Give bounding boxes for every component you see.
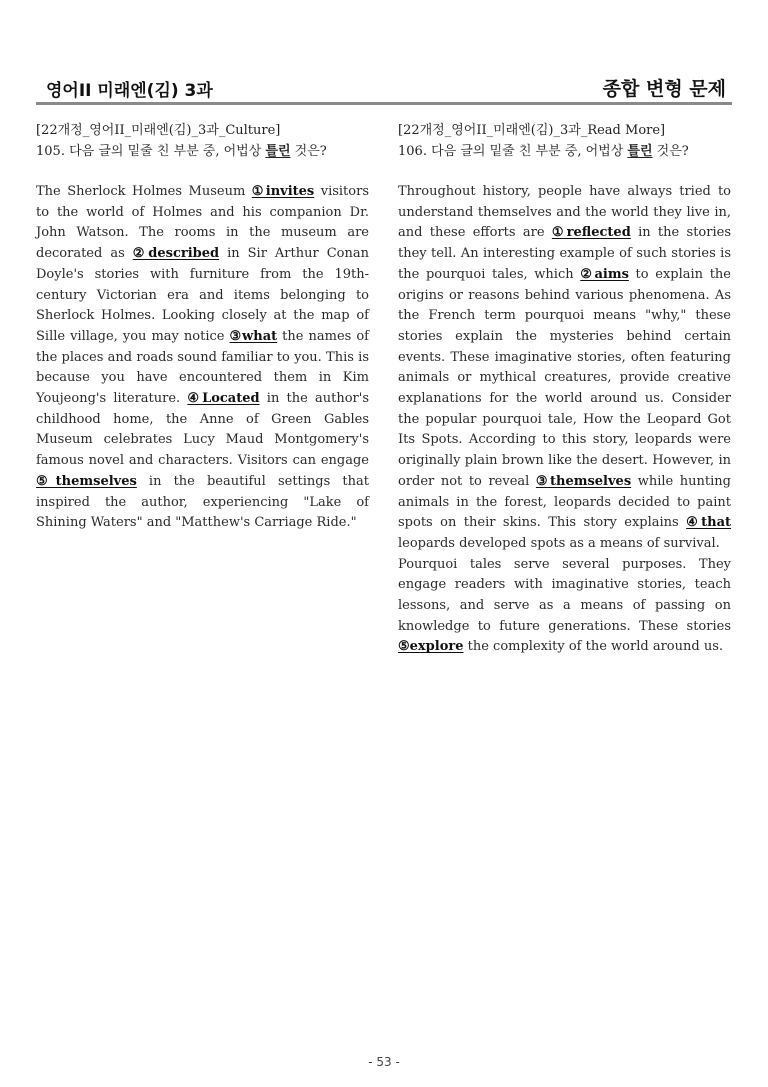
section-title: 종합 변형 문제	[602, 78, 726, 100]
passage-text: visitors to the world of Holmes and his companion Dr. John Watson. The rooms in the museum are decorated as	[36, 184, 369, 262]
question-prompt	[36, 141, 369, 162]
prompt-ending: 것은?	[652, 144, 689, 159]
passage-text: in Sir Arthur Conan Doyle's stories with furniture from the 19th-century Victorian era and items belonging to Sherlock Holmes. Looking closely at the map of Sille village, you may notice	[36, 246, 369, 344]
question-source: [22개정_영어II_미래엔(김)_3과_Read More]	[398, 123, 666, 138]
passage-text: the names of the places and roads sound familiar to you. This is because you have encountered them in Kim Youjeong's literature.	[36, 328, 369, 407]
prompt-key-word: 틀린	[265, 144, 291, 159]
page-number: - 53 -	[368, 1055, 400, 1069]
underlined-choice: ③what	[229, 328, 278, 344]
underlined-choice: ④Located	[187, 391, 260, 407]
passage-text: Throughout history, people have always tried to understand themselves and the world they live in, and these efforts are	[398, 184, 731, 241]
passage-text: Pourquoi tales serve several purposes. They engage readers with imaginative stories, teach lessons, and serve as a means of passing on knowledge to future generations. These stories	[398, 556, 731, 634]
underlined-choice: ③themselves	[535, 473, 632, 489]
textbook-title: 영어II 미래엔(김) 3과	[46, 81, 213, 101]
prompt-key-word: 틀린	[627, 144, 653, 159]
underlined-choice: ①invites	[251, 184, 315, 199]
passage-text: in the beautiful settings that inspired the author, experiencing "Lake of Shining Waters" and "Matthew's Carriage Ride."	[36, 473, 369, 531]
underlined-choice: ②aims	[580, 266, 629, 282]
passage-text: to explain the origins or reasons behind various phenomena. As the French term pourquoi means "why," these stories explain the mysteries behind certain events. These imaginative stories, often featuring animals or mythical creatures, provide creative explanations for the world around us. Consider the popular pourquoi tale, How the Leopard Got Its Spots. According to this story, leopards were originally plain brown like the desert. However, in order not to reveal	[398, 266, 731, 489]
passage-text: The Sherlock Holmes Museum	[36, 184, 252, 199]
prompt-text: 106. 다음 글의 밑줄 친 부분 중, 어법상	[398, 144, 628, 159]
passage-text: leopards developed spots as a means of survival.	[398, 535, 720, 551]
prompt-text: 105. 다음 글의 밑줄 친 부분 중, 어법상	[36, 144, 266, 159]
page-header	[36, 72, 732, 105]
underlined-choice: ⑤themselves	[36, 473, 137, 489]
passage-text: while hunting animals in the forest, leopards decided to paint spots on their skins. This story explains	[398, 473, 731, 531]
question-source: [22개정_영어II_미래엔(김)_3과_Culture]	[36, 123, 281, 138]
underlined-choice: ④that	[686, 515, 732, 531]
prompt-ending: 것은?	[290, 144, 327, 159]
passage-paragraph	[398, 182, 731, 555]
passage-text: in the author's childhood home, the Anne of Green Gables Museum celebrates Lucy Maud Montgomery's famous novel and characters. Visitors can engage	[36, 391, 369, 469]
question-105	[36, 120, 369, 534]
underlined-choice: ②described	[132, 246, 220, 262]
question-106	[398, 120, 731, 658]
question-meta	[398, 120, 731, 162]
passage-text: in the stories they tell. An interesting example of such stories is the pourquoi tales, which	[398, 225, 731, 282]
passage	[398, 182, 731, 658]
passage-text: the complexity of the world around us.	[463, 639, 723, 655]
question-prompt	[398, 141, 731, 162]
question-meta	[36, 120, 369, 162]
underlined-choice: ①reflected	[551, 225, 631, 241]
passage-paragraph	[36, 182, 369, 534]
passage	[36, 182, 369, 534]
underlined-choice: ⑤explore	[398, 639, 464, 655]
passage-paragraph	[398, 555, 731, 659]
